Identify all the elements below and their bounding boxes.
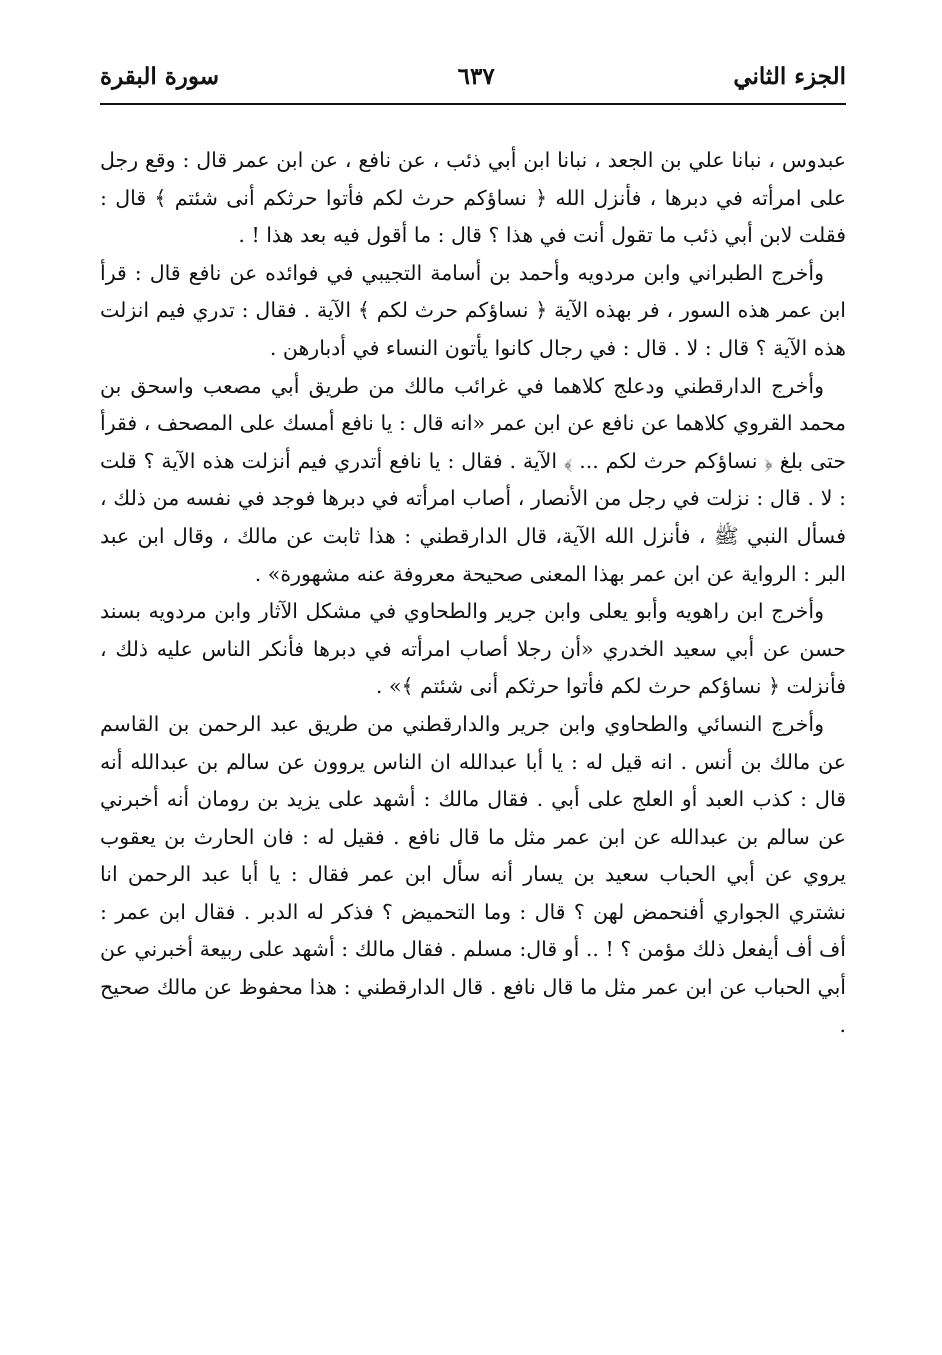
header-divider xyxy=(100,103,846,105)
paragraph: وأخرج ابن راهويه وأبو يعلى وابن جرير والطحاوي في مشكل الآثار وابن مردويه بسند حسن عن أبي سعيد الخدري «أن رجلا أصاب امرأته في دبرها فأنكر الناس عليه ذلك ، فأنزلت ﴿ نساؤكم حرث لكم فأتوا حرثكم أنى شئتم ﴾» . xyxy=(100,599,846,699)
surah-label: سورة البقرة xyxy=(100,62,220,90)
page-body xyxy=(100,142,846,1044)
paragraph: وأخرج الطبراني وابن مردويه وأحمد بن أسامة التجيبي في فوائده عن نافع قال : قرأ ابن عمر هذه السور ، فر بهذه الآية ﴿ نساؤكم حرث لكم ﴾ الآية . فقال : تدري فيم انزلت هذه الآية ؟ قال : لا . قال : في رجال كانوا يأتون النساء في أدبارهن . xyxy=(100,260,846,360)
volume-label: الجزء الثاني xyxy=(733,62,846,90)
paragraph: وأخرج النسائي والطحاوي وابن جرير والدارقطني من طريق عبد الرحمن بن القاسم عن مالك بن أنس . انه قيل له : يا أبا عبدالله ان الناس يروون عن سالم بن عبدالله أنه قال : كذب العبد أو العلج على أبي . فقال مالك : أشهد على يزيد بن رومان أنه أخبرني عن سالم بن عبدالله عن ابن عمر مثل ما قال نافع . فقيل له : فان الحارث بن يعقوب يروي عن أبي الحباب سعيد بن يسار أنه سأل ابن عمر فقال : يا أبا عبد الرحمن انا نشتري الجواري أفنحمض لهن ؟ قال : وما التحميض ؟ فذكر له الدبر . فقال ابن عمر : أف أف أيفعل ذلك مؤمن ؟ ! .. أو قال: مسلم . فقال مالك : أشهد على ربيعة أخبرني عن أبي الحباب عن ابن عمر مثل ما قال نافع . قال الدارقطني : هذا محفوظ عن مالك صحيح . xyxy=(100,711,846,1037)
paragraph: عبدوس ، نبانا علي بن الجعد ، نبانا ابن أبي ذئب ، عن نافع ، عن ابن عمر قال : وقع رجل على امرأته في دبرها ، فأنزل الله ﴿ نساؤكم حرث لكم فأتوا حرثكم أنى شئتم ﴾ قال : فقلت لابن أبي ذئب ما تقول أنت في هذا ؟ قال : ما أقول فيه بعد هذا ! . xyxy=(100,148,846,248)
page-number: ٦٣٧ xyxy=(457,62,495,90)
running-header xyxy=(100,52,846,100)
paragraph: وأخرج الدارقطني ودعلج كلاهما في غرائب مالك من طريق أبي مصعب واسحق بن محمد القروي كلاهما عن نافع عن ابن عمر «انه قال : يا نافع أمسك على المصحف ، فقرأ حتى بلغ ﴿ نساؤكم حرث لكم ... ﴾ الآية . فقال : يا نافع أتدري فيم أنزلت هذه الآية ؟ قلت : لا . قال : نزلت في رجل من الأنصار ، أصاب امرأته في دبرها فوجد في نفسه من ذلك ، فسأل النبي ﷺ ، فأنزل الله الآية، قال الدارقطني : هذا ثابت عن مالك ، وقال ابن عبد البر : الرواية عن ابن عمر بهذا المعنى صحيحة معروفة عنه مشهورة» . xyxy=(100,373,846,586)
